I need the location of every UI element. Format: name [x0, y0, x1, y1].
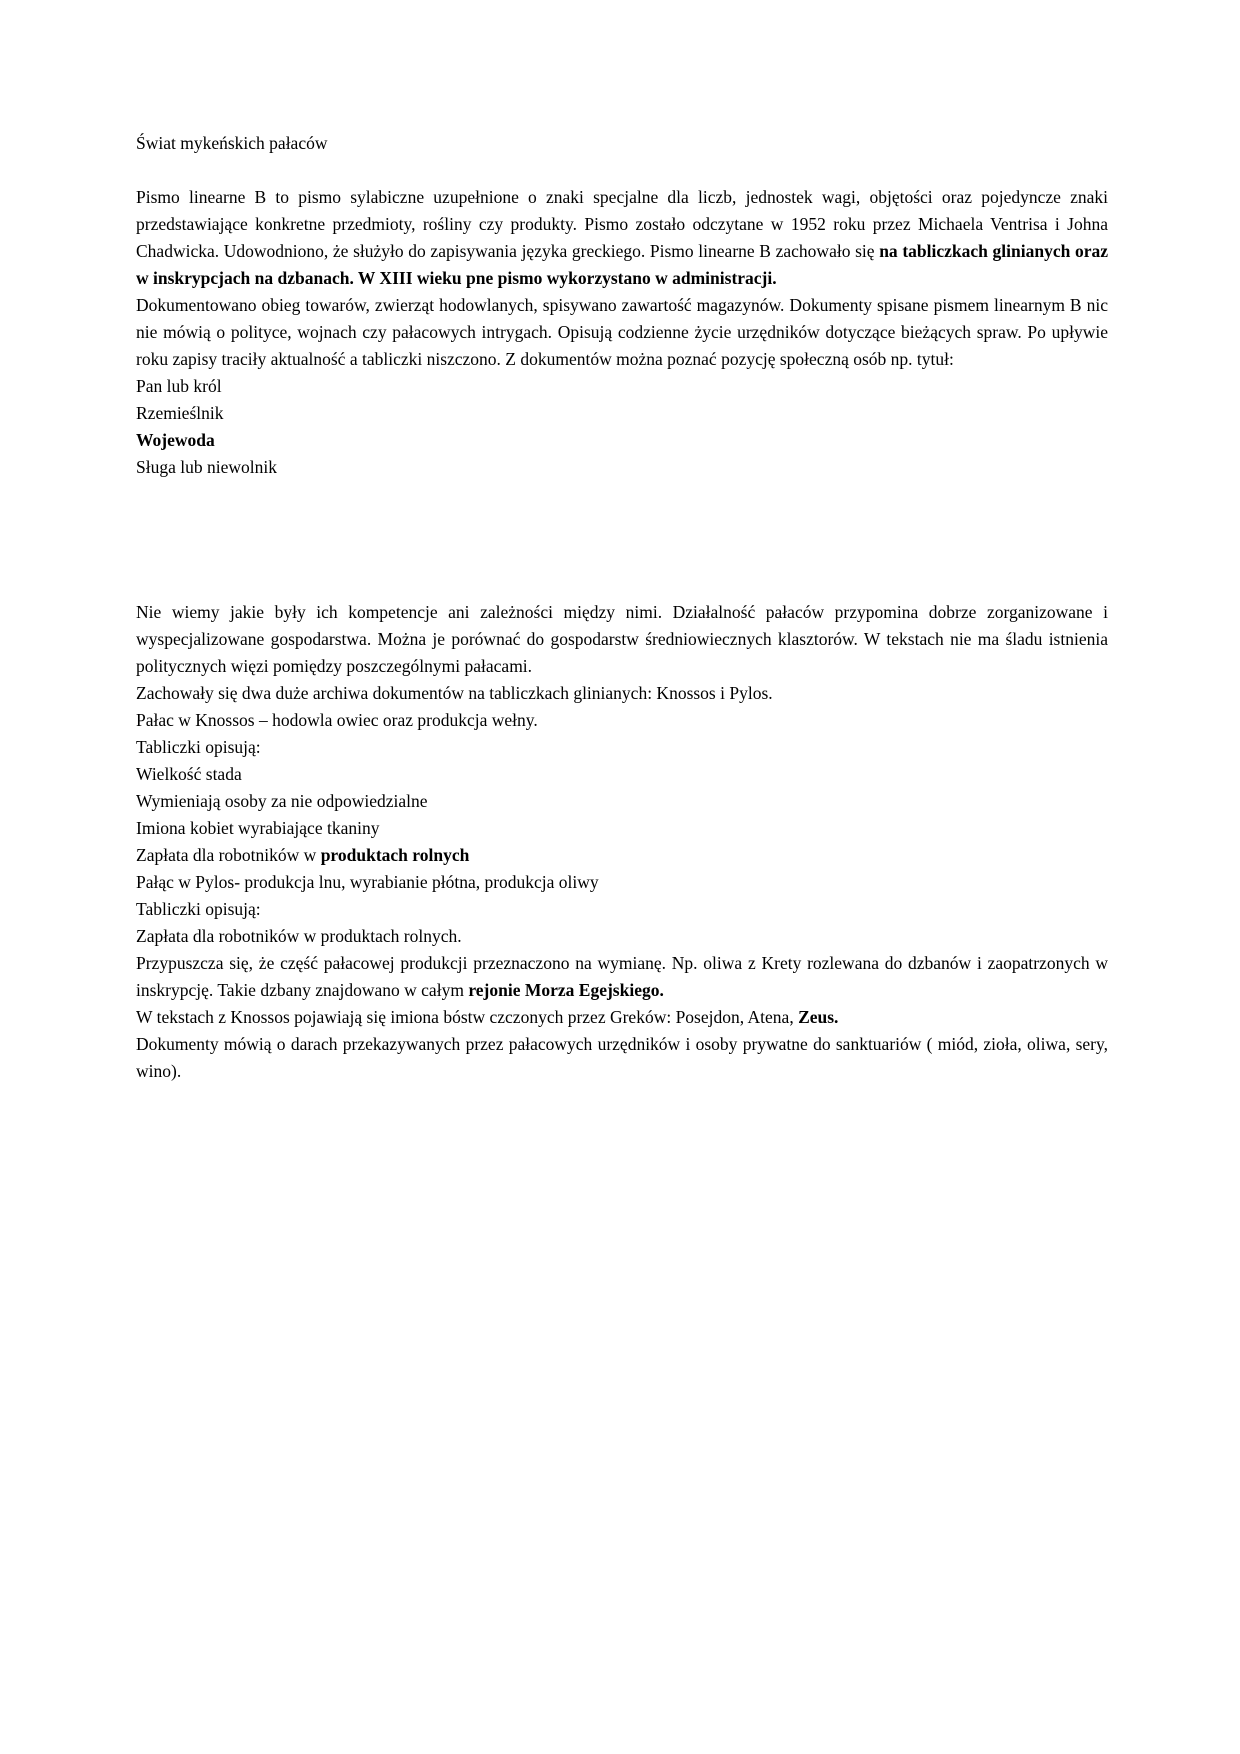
text-run: W tekstach z Knossos pojawiają się imiona bóstw czczonych przez Greków: Posejdon, Atena,	[136, 1007, 799, 1027]
text-run: Dokumenty mówią o darach przekazywanych przez pałacowych urzędników i osoby prywatne do sanktuariów ( miód, zioła, oliwa, sery, wino).	[136, 1034, 1108, 1081]
list-item-title-3	[136, 427, 1108, 454]
text-run: Dokumentowano obieg towarów, zwierząt hodowlanych, spisywano zawartość magazynów. Dokumenty spisane pismem linearnym B nic nie mówią o polityce, wojnach czy pałacowych intrygach. Opisują codzienne życie urzędników dotyczące bieżących spraw. Po upływie roku zapisy traciły aktualność a tabliczki niszczono. Z dokumentów można poznać pozycję społeczną osób np. tytuł:	[136, 295, 1108, 369]
text-run: Pismo linearne B to pismo sylabiczne uzupełnione o znaki specjalne dla liczb, jednostek wagi, objętości oraz pojedyncze znaki przedstawiające konkretne przedmioty, rośliny czy produkty. Pismo zostało odczytane w 1952 roku przez Michaela Ventrisa i Johna Chadwicka. Udowodniono, że służyło do zapisywania języka greckiego. Pismo linearne B zachowało się	[136, 187, 1108, 261]
list-item-knossos-3	[136, 815, 1108, 842]
doc-body	[136, 184, 1108, 1085]
text-run: Pałąc w Pylos- produkcja lnu, wyrabianie płótna, produkcja oliwy	[136, 872, 599, 892]
paragraph-gifts	[136, 1031, 1108, 1085]
bold-text-run: Wojewoda	[136, 430, 215, 450]
line-tablets-describe-2	[136, 896, 1108, 923]
list-item-knossos-4	[136, 842, 1108, 869]
line-pylos-palace	[136, 869, 1108, 896]
text-run: Nie wiemy jakie były ich kompetencje ani zależności między nimi. Działalność pałaców przypomina dobrze zorganizowane i wyspecjalizowane gospodarstwa. Można je porównać do gospodarstw średniowiecznych klasztorów. W tekstach nie ma śladu istnienia politycznych więzi pomiędzy poszczególnymi pałacami.	[136, 602, 1108, 676]
text-run: Wymieniają osoby za nie odpowiedzialne	[136, 791, 428, 811]
line-knossos-palace	[136, 707, 1108, 734]
text-run: Pałac w Knossos – hodowla owiec oraz produkcja wełny.	[136, 710, 538, 730]
paragraph-deities	[136, 1004, 1108, 1031]
list-item-pylos-1	[136, 923, 1108, 950]
doc-title: Świat mykeńskich pałaców	[136, 133, 328, 153]
paragraph-palace-activity	[136, 599, 1108, 680]
text-run: Tabliczki opisują:	[136, 737, 261, 757]
text-run: Zapłata dla robotników w produktach rolnych.	[136, 926, 462, 946]
document-content	[136, 130, 1108, 1085]
bold-text-run: Zeus.	[798, 1007, 839, 1027]
list-item-knossos-1	[136, 761, 1108, 788]
list-item-title-4	[136, 454, 1108, 481]
paragraph-documents-content	[136, 292, 1108, 373]
line-tablets-describe-1	[136, 734, 1108, 761]
list-item-title-2	[136, 400, 1108, 427]
text-run: Przypuszcza się, że część pałacowej produkcji przeznaczono na wymianę. Np. oliwa z Krety rozlewana do dzbanów i zaopatrzonych w inskrypcję. Takie dzbany znajdowano w całym	[136, 953, 1108, 1000]
text-run: Zapłata dla robotników w	[136, 845, 321, 865]
text-run: Rzemieślnik	[136, 403, 224, 423]
text-run: Sługa lub niewolnik	[136, 457, 277, 477]
paragraph-trade	[136, 950, 1108, 1004]
text-run: Imiona kobiet wyrabiające tkaniny	[136, 818, 380, 838]
bold-text-run: rejonie Morza Egejskiego.	[468, 980, 664, 1000]
vertical-gap	[136, 481, 1108, 599]
line-archives	[136, 680, 1108, 707]
list-item-title-1	[136, 373, 1108, 400]
bold-text-run: na tabliczkach glinianych oraz w inskrypcjach na dzbanach. W XIII wieku pne pismo wykorzystano w administracji.	[136, 241, 1108, 288]
paragraph-linear-b-intro	[136, 184, 1108, 292]
text-run: Pan lub król	[136, 376, 222, 396]
bold-text-run: produktach rolnych	[320, 845, 470, 865]
text-run: Wielkość stada	[136, 764, 242, 784]
text-run: Zachowały się dwa duże archiwa dokumentów na tabliczkach glinianych: Knossos i Pylos.	[136, 683, 773, 703]
list-item-knossos-2	[136, 788, 1108, 815]
text-run: Tabliczki opisują:	[136, 899, 261, 919]
